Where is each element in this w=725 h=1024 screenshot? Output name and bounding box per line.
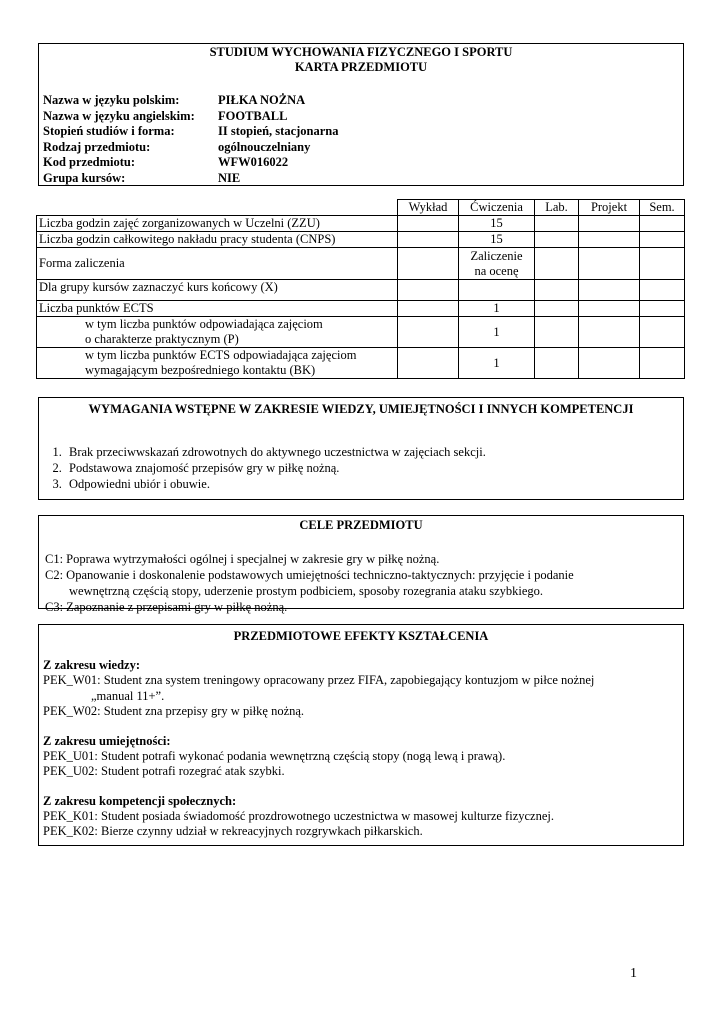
row-label: Forma zaliczenia [37, 248, 398, 280]
row-label-line: w tym liczba punktów ECTS odpowiadająca zajęciom [85, 348, 357, 362]
info-row [43, 140, 339, 156]
cell-line: na ocenę [474, 263, 519, 278]
cell [535, 248, 579, 280]
outcomes-box [38, 624, 684, 846]
table-row [37, 317, 685, 348]
goal-line: C1: Poprawa wytrzymałości ogólnej i specjalnej w zakresie gry w piłkę nożną. [45, 552, 440, 566]
info-value: NIE [218, 170, 241, 185]
outcome-line: PEK_U02: Student potrafi rozegrać atak szybki. [43, 764, 285, 778]
list-item: 2. Podstawowa znajomość przepisów gry w piłkę nożną. [65, 460, 683, 476]
goal-line-continued: wewnętrzną częścią stopy, uderzenie prostym podbiciem, sposoby rozegrania ataku szybkiego. [69, 584, 544, 598]
info-row [43, 93, 339, 109]
row-label [37, 317, 398, 348]
cell [579, 301, 640, 317]
info-row [43, 171, 339, 187]
info-label: Kod przedmiotu: [43, 155, 136, 169]
column-header: Sem. [640, 200, 685, 216]
course-info [43, 93, 339, 186]
info-value: FOOTBALL [218, 108, 288, 123]
list-item: 3. Odpowiedni ubiór i obuwie. [65, 476, 683, 492]
outcomes-title: PRZEDMIOTOWE EFEKTY KSZTAŁCENIA [233, 629, 489, 643]
header-subtitle: KARTA PRZEDMIOTU [294, 60, 428, 74]
info-row [43, 155, 339, 171]
info-label: Stopień studiów i forma: [43, 124, 175, 138]
table-row [37, 280, 685, 301]
info-label: Grupa kursów: [43, 170, 126, 185]
cell [640, 216, 685, 232]
cell [535, 301, 579, 317]
outcome-item [43, 824, 683, 840]
outcome-line: PEK_K01: Student posiada świadomość prozdrowotnego uczestnictwa w masowej kulturze fizycznej. [43, 808, 554, 823]
outcome-item [43, 749, 683, 765]
cell [640, 348, 685, 379]
table-row [37, 216, 685, 232]
column-header: Ćwiczenia [459, 200, 535, 216]
page-number: 1 [630, 966, 637, 981]
cell [579, 348, 640, 379]
table-row [37, 248, 685, 280]
cell [398, 216, 459, 232]
cell: 15 [459, 216, 535, 232]
cell [398, 348, 459, 379]
row-label: Liczba punktów ECTS [37, 301, 398, 317]
cell: 15 [459, 232, 535, 248]
cell [640, 317, 685, 348]
outcome-line: PEK_W02: Student zna przepisy gry w piłkę nożną. [43, 704, 305, 718]
outcome-item [43, 764, 683, 780]
row-label: Dla grupy kursów zaznaczyć kurs końcowy (X) [37, 280, 398, 301]
requirements-list [39, 444, 683, 492]
info-value: WFW016022 [218, 155, 289, 169]
row-label: Liczba godzin całkowitego nakładu pracy studenta (CNPS) [37, 232, 398, 248]
header-title: STUDIUM WYCHOWANIA FIZYCZNEGO I SPORTU [209, 45, 513, 59]
cell [535, 216, 579, 232]
column-header: Wykład [398, 200, 459, 216]
outcomes-content [39, 658, 683, 840]
outcome-line: PEK_W01: Student zna system treningowy opracowany przez FIFA, zapobiegający kontuzjom w piłce nożnej [43, 673, 595, 687]
info-label: Rodzaj przedmiotu: [43, 139, 151, 154]
info-label: Nazwa w języku angielskim: [43, 108, 195, 123]
cell [398, 248, 459, 280]
cell [398, 232, 459, 248]
cell [579, 248, 640, 280]
outcomes-section-title: Z zakresu wiedzy: [43, 658, 140, 672]
goals-title: CELE PRZEDMIOTU [299, 518, 423, 532]
table-row [37, 348, 685, 379]
info-value: ogólnouczelniany [218, 139, 311, 154]
row-label-line: wymagającym bezpośredniego kontaktu (BK) [85, 363, 316, 377]
cell: 1 [459, 348, 535, 379]
info-label: Nazwa w języku polskim: [43, 93, 180, 107]
goals-list [39, 551, 683, 615]
cell [535, 232, 579, 248]
goal-line: C2: Opanowanie i doskonalenie podstawowych umiejętności techniczno-taktycznych: przyjęcie i podanie [45, 568, 574, 582]
empty-corner-cell [37, 200, 398, 216]
cell [579, 317, 640, 348]
outcomes-section-title: Z zakresu kompetencji społecznych: [43, 793, 237, 808]
row-label-line: o charakterze praktycznym (P) [85, 332, 239, 346]
requirements-title: WYMAGANIA WSTĘPNE W ZAKRESIE WIEDZY, UMIEJĘTNOŚCI I INNYCH KOMPETENCJI [88, 402, 634, 416]
cell [640, 248, 685, 280]
outcome-line-continued: „manual 11+”. [91, 688, 165, 703]
goal-item [45, 567, 683, 599]
info-value: PIŁKA NOŻNA [218, 93, 306, 107]
cell [398, 301, 459, 317]
cell [459, 280, 535, 301]
cell [535, 317, 579, 348]
goals-box [38, 515, 684, 614]
outcomes-section-title: Z zakresu umiejętności: [43, 733, 171, 748]
info-row [43, 109, 339, 125]
cell [579, 232, 640, 248]
table-header-row [37, 200, 685, 216]
column-header: Projekt [579, 200, 640, 216]
info-row [43, 124, 339, 140]
cell [535, 348, 579, 379]
row-label [37, 348, 398, 379]
outcome-item [43, 673, 683, 704]
cell [640, 232, 685, 248]
cell: 1 [459, 301, 535, 317]
cell-line: Zaliczenie [470, 248, 523, 263]
cell [535, 280, 579, 301]
list-item: 1. Brak przeciwwskazań zdrowotnych do aktywnego uczestnictwa w zajęciach sekcji. [65, 444, 683, 460]
cell [640, 301, 685, 317]
requirements-box [38, 397, 684, 500]
row-label-line: w tym liczba punktów odpowiadająca zajęciom [85, 317, 323, 331]
cell [640, 280, 685, 301]
cell [579, 280, 640, 301]
goal-item [45, 551, 683, 567]
outcome-line: PEK_U01: Student potrafi wykonać podania wewnętrzną częścią stopy (nogą lewą i prawą). [43, 748, 506, 763]
goal-line: C3: Zapoznanie z przepisami gry w piłkę nożną. [45, 600, 288, 614]
course-header-box [38, 43, 684, 186]
table-row [37, 301, 685, 317]
cell [459, 248, 535, 280]
outcome-item [43, 704, 683, 720]
table-row [37, 232, 685, 248]
goal-item [45, 599, 683, 615]
outcome-line: PEK_K02: Bierze czynny udział w rekreacyjnych rozgrywkach piłkarskich. [43, 824, 423, 838]
info-value: II stopień, stacjonarna [218, 124, 339, 138]
hours-table [36, 199, 685, 379]
cell [398, 280, 459, 301]
cell [398, 317, 459, 348]
column-header: Lab. [535, 200, 579, 216]
outcome-item [43, 809, 683, 825]
cell [579, 216, 640, 232]
cell: 1 [459, 317, 535, 348]
row-label: Liczba godzin zajęć zorganizowanych w Uczelni (ZZU) [37, 216, 398, 232]
